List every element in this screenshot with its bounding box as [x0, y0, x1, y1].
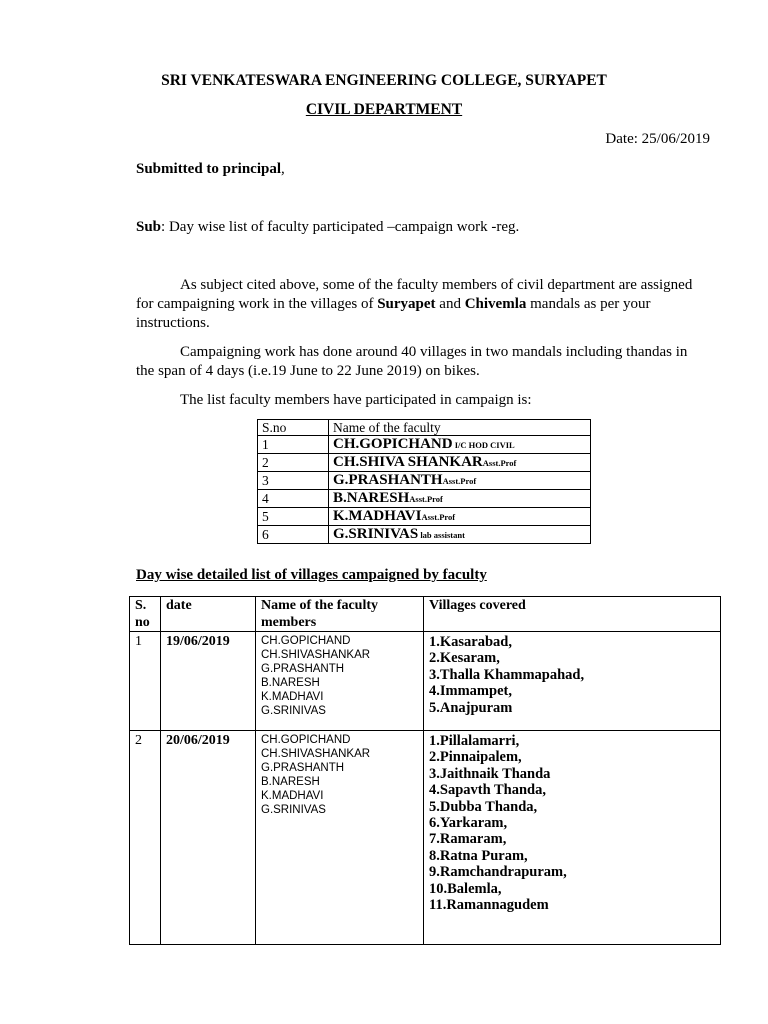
village-item: 5.Dubba Thanda,: [429, 798, 538, 815]
name-cell: [329, 526, 591, 544]
table-header-row: [130, 597, 721, 632]
faculty-title: Asst.Prof: [409, 494, 443, 504]
sno-cell: 4: [258, 490, 329, 508]
member-item: K.MADHAVI: [261, 790, 324, 802]
village-item: 7.Ramaram,: [429, 831, 507, 848]
table-row: [258, 490, 591, 508]
addressee-text: Submitted to principal: [136, 161, 282, 177]
addressee: [136, 160, 285, 179]
subject-line: [136, 218, 519, 237]
village-item: 3.Jaithnaik Thanda: [429, 765, 551, 782]
village-item: 2.Kesaram,: [429, 650, 500, 667]
village-item: 6.Yarkaram,: [429, 815, 508, 832]
col-members: Name of the faculty members: [256, 597, 424, 632]
sno-cell: 2: [130, 731, 161, 945]
sno-cell: 3: [258, 472, 329, 490]
daywise-table: [129, 596, 721, 945]
faculty-name: B.NARESH: [333, 490, 410, 506]
sno-cell: 6: [258, 526, 329, 544]
table-row: [130, 632, 721, 731]
table-row: [258, 526, 591, 544]
paragraph-1: [136, 276, 708, 333]
member-item: CH.GOPICHAND: [261, 734, 351, 746]
faculty-title: I/C HOD CIVIL: [452, 440, 515, 450]
village-item: 3.Thalla Khammapahad,: [429, 666, 585, 683]
name-cell: [329, 436, 591, 454]
para1-text-c: and: [435, 296, 465, 312]
member-item: G.SRINIVAS: [261, 804, 326, 816]
member-item: CH.GOPICHAND: [261, 635, 351, 647]
faculty-title: Asst.Prof: [421, 512, 456, 522]
village-item: 4.Immampet,: [429, 683, 512, 700]
sno-cell: 5: [258, 508, 329, 526]
faculty-name: K.MADHAVI: [333, 508, 422, 524]
paragraph-3: The list faculty members have participated in campaign is:: [180, 392, 532, 408]
member-item: K.MADHAVI: [261, 691, 324, 703]
villages-list: [429, 733, 715, 913]
name-cell: [329, 490, 591, 508]
villages-cell: [424, 731, 721, 945]
col-sno: S. no: [130, 597, 161, 632]
department-title: CIVIL DEPARTMENT: [305, 101, 463, 118]
village-item: 11.Ramannagudem: [429, 897, 549, 914]
faculty-table: [257, 419, 591, 544]
name-cell: [329, 454, 591, 472]
col-name: Name of the faculty: [329, 420, 591, 436]
col-date: date: [161, 597, 256, 632]
sno-cell: 1: [258, 436, 329, 454]
date-cell: 19/06/2019: [161, 632, 256, 731]
table-row: [258, 436, 591, 454]
table-row: [258, 454, 591, 472]
village-item: 1.Pillalamarri,: [429, 733, 520, 749]
village-item: 4.Sapavth Thanda,: [429, 782, 546, 799]
faculty-name: G.PRASHANTH: [333, 472, 443, 488]
table-row: [258, 472, 591, 490]
faculty-title: Asst.Prof: [482, 458, 517, 468]
village-item: 1.Kasarabad,: [429, 634, 512, 650]
village-item: 2.Pinnaipalem,: [429, 749, 522, 766]
subject-text: : Day wise list of faculty participated –campaign work -reg.: [161, 219, 520, 235]
members-cell: [256, 632, 424, 731]
member-item: CH.SHIVASHANKAR: [261, 649, 371, 661]
sno-cell: 2: [258, 454, 329, 472]
para1-chivemla: Chivemla: [464, 296, 527, 312]
member-item: G.PRASHANTH: [261, 762, 345, 774]
faculty-name: G.SRINIVAS: [333, 526, 419, 542]
subject-label: Sub: [136, 219, 162, 235]
members-list: [261, 733, 418, 817]
table-row: [130, 731, 721, 945]
village-item: 5.Anajpuram: [429, 699, 513, 716]
addressee-punct: ,: [281, 161, 285, 177]
members-list: [261, 634, 418, 718]
villages-list: [429, 634, 715, 716]
member-item: CH.SHIVASHANKAR: [261, 748, 371, 760]
college-title: SRI VENKATESWARA ENGINEERING COLLEGE, SURYAPET: [161, 72, 607, 89]
table-header-row: [258, 420, 591, 436]
faculty-title: lab assistant: [418, 530, 465, 540]
faculty-name: CH.SHIVA SHANKAR: [333, 454, 483, 470]
para1-text-e: mandals as per your instructions.: [136, 296, 651, 331]
village-item: 9.Ramchandrapuram,: [429, 864, 567, 881]
member-item: B.NARESH: [261, 677, 320, 689]
letter-date: Date: 25/06/2019: [605, 131, 710, 147]
name-cell: [329, 472, 591, 490]
para1-text-a: As subject cited above, some of the faculty members of civil department are assigned for campaigning work in the villages of: [136, 277, 693, 312]
member-item: G.SRINIVAS: [261, 705, 326, 717]
villages-cell: [424, 632, 721, 731]
date-cell: 20/06/2019: [161, 731, 256, 945]
para1-suryapet: Suryapet: [377, 296, 436, 312]
members-cell: [256, 731, 424, 945]
table-row: [258, 508, 591, 526]
col-villages: Villages covered: [424, 597, 721, 632]
faculty-name: CH.GOPICHAND: [333, 436, 453, 452]
daywise-heading: Day wise detailed list of villages campaigned by faculty: [136, 567, 487, 583]
member-item: G.PRASHANTH: [261, 663, 345, 675]
member-item: B.NARESH: [261, 776, 320, 788]
col-sno: S.no: [258, 420, 329, 436]
village-item: 8.Ratna Puram,: [429, 847, 528, 864]
faculty-title: Asst.Prof: [442, 476, 477, 486]
village-item: 10.Balemla,: [429, 880, 502, 897]
name-cell: [329, 508, 591, 526]
sno-cell: 1: [130, 632, 161, 731]
paragraph-2: Campaigning work has done around 40 villages in two mandals including thandas in the span of 4 days (i.e.19 June to 22 June 2019) on bikes.: [136, 344, 688, 379]
